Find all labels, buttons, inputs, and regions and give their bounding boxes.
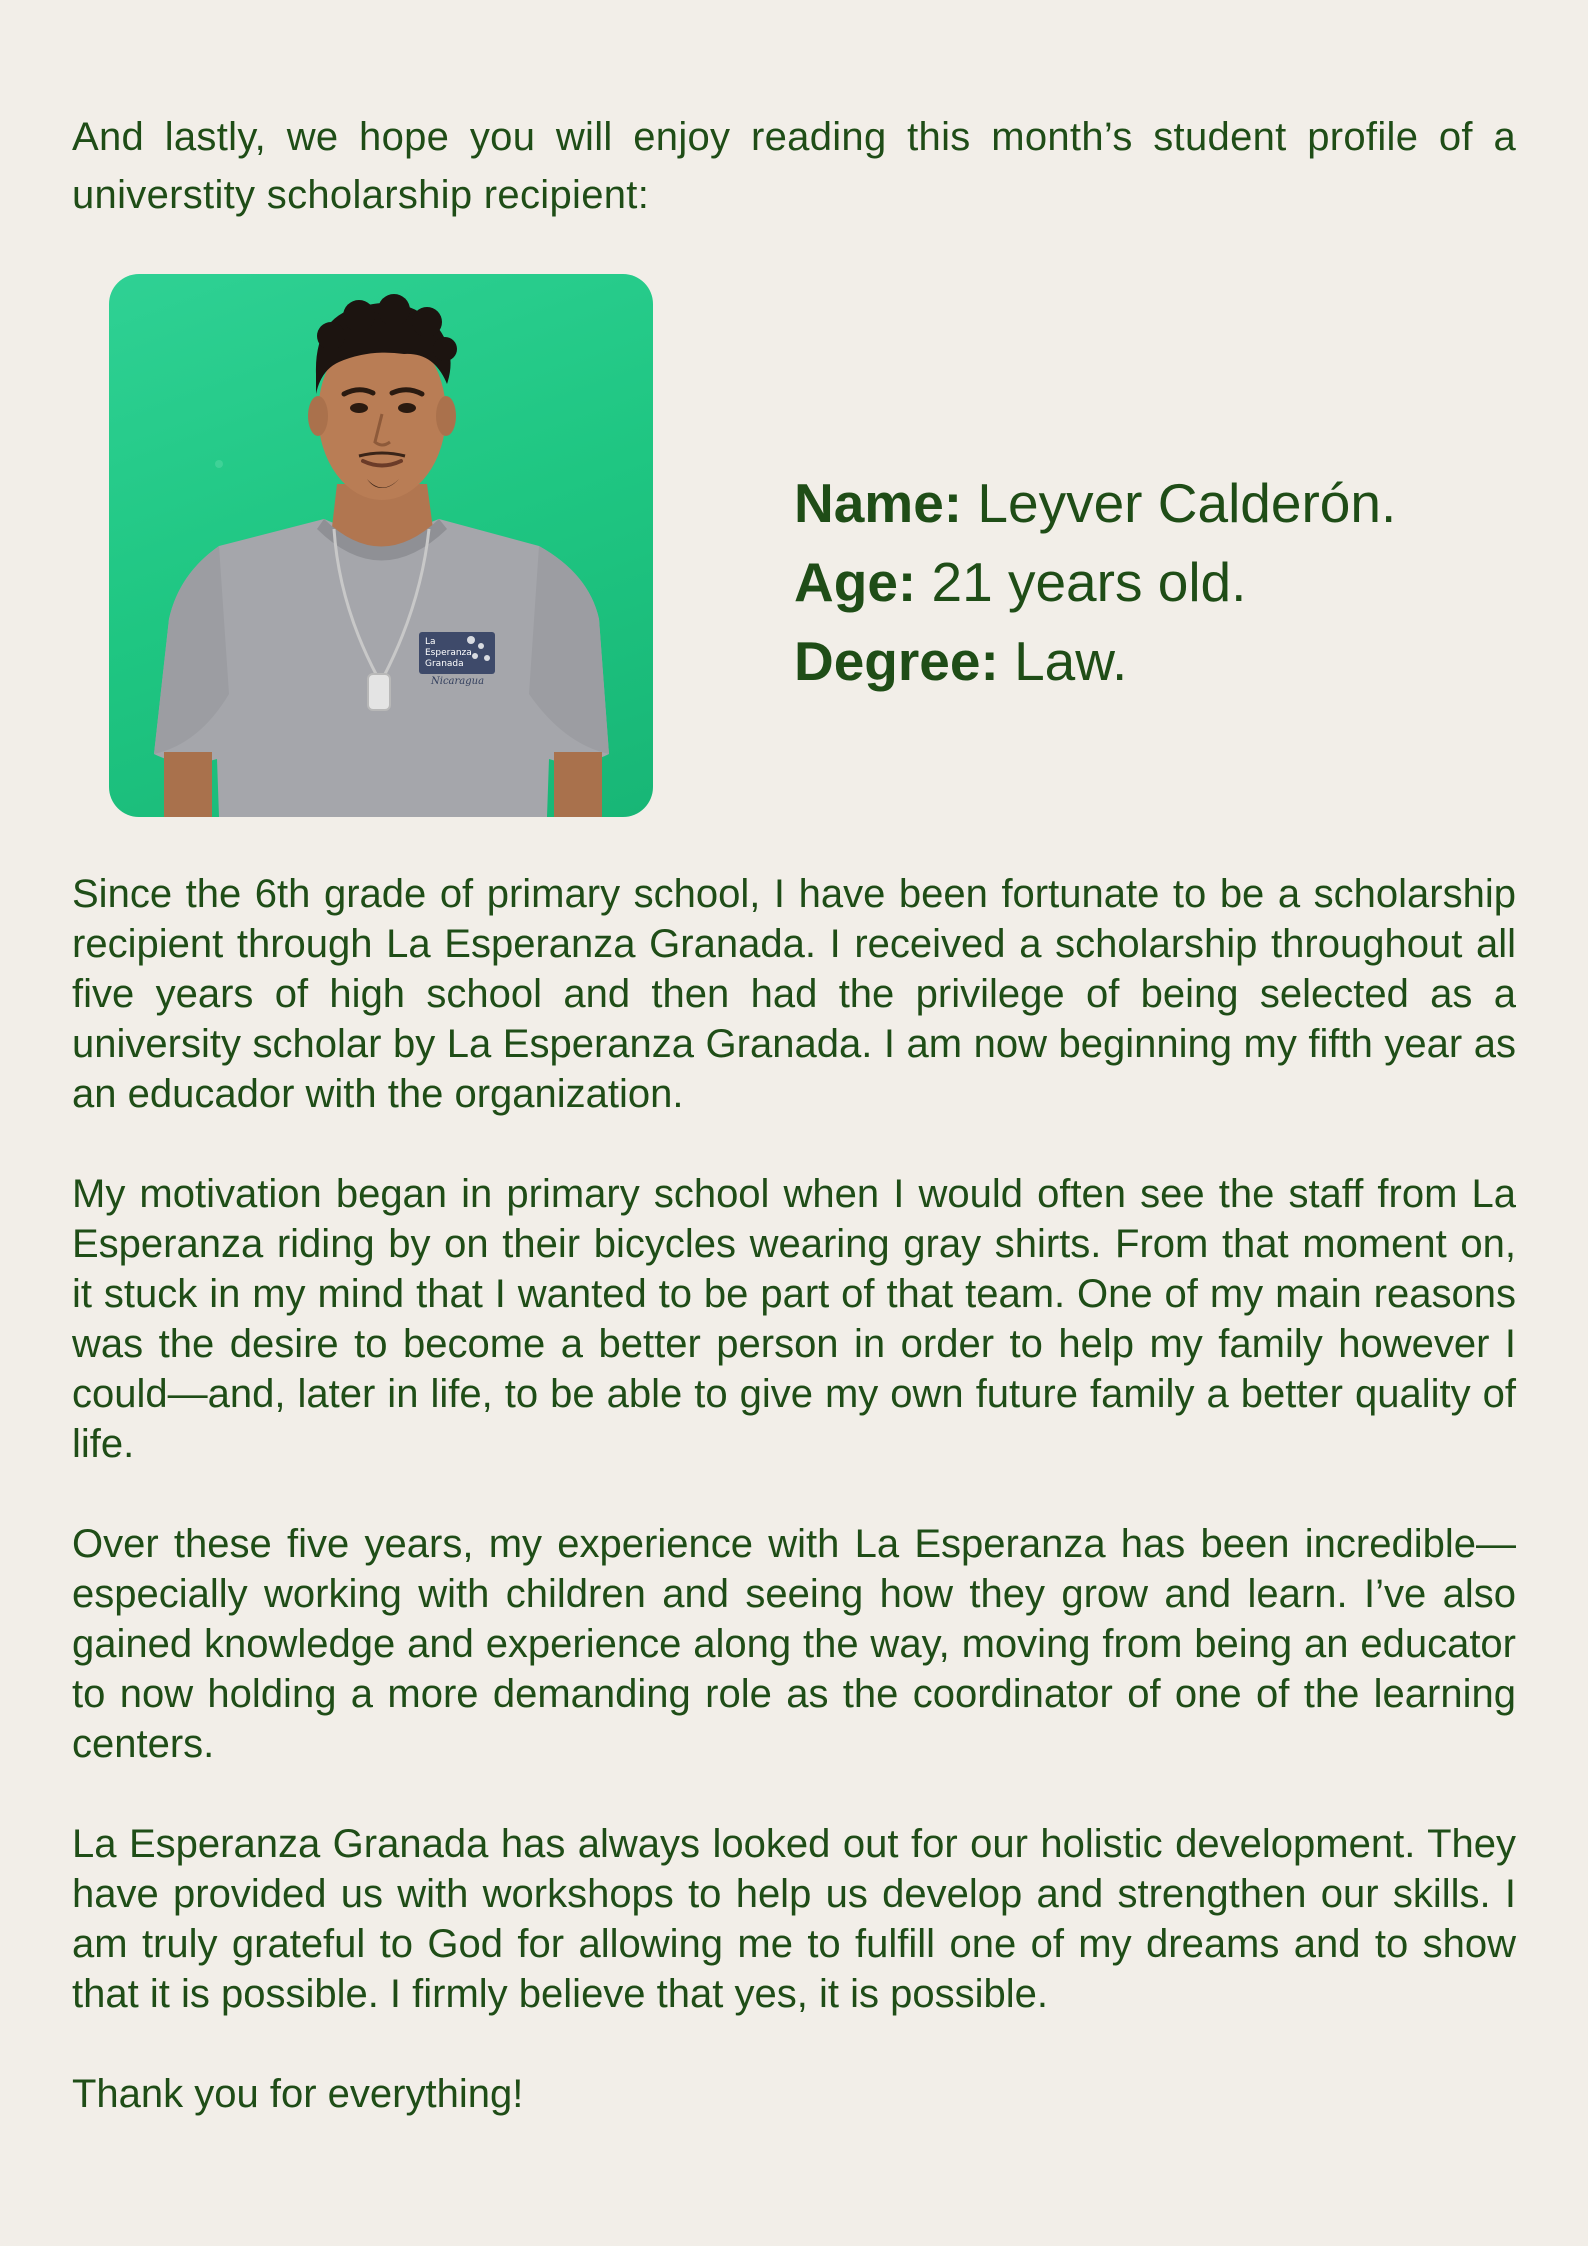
- closing-line: Thank you for everything!: [72, 2072, 524, 2116]
- body-paragraph-3: Over these five years, my experience with La Esperanza has been incredible—especially working with children and seeing how they grow and learn. I’ve also gained knowledge and experience along the way, moving from being an educator to now holding a more demanding role as the coordinator of one of the learning centers.: [72, 1522, 1516, 1766]
- body-paragraph-2: My motivation began in primary school when I would often see the staff from La Esperanza riding by on their bicycles wearing gray shirts. From that moment on, it stuck in my mind that I wanted to be part of that team. One of my main reasons was the desire to become a better person in order to help my family however I could—and, later in life, to be able to give my own future family a better quality of life.: [72, 1172, 1516, 1466]
- degree-label: Degree:: [794, 630, 999, 692]
- shirt-logo-subtext: Nicaragua: [431, 676, 485, 687]
- intro-paragraph: And lastly, we hope you will enjoy reading this month’s student profile of a universtity scholarship recipient:: [72, 115, 1516, 217]
- name-label: Name:: [794, 472, 963, 534]
- name-value: Leyver Calderón.: [962, 472, 1397, 534]
- age-line: [794, 543, 1396, 622]
- student-photo: [109, 274, 653, 817]
- body-paragraph-4: La Esperanza Granada has always looked out for our holistic development. They have provided us with workshops to help us develop and strengthen our skills. I am truly grateful to God for allowing me to fulfill one of my dreams and to show that it is possible. I firmly believe that yes, it is possible.: [72, 1822, 1516, 2016]
- age-label: Age:: [794, 551, 917, 613]
- body-paragraph-1: Since the 6th grade of primary school, I have been fortunate to be a scholarship recipient through La Esperanza Granada. I received a scholarship throughout all five years of high school and then had the privilege of being selected as a university scholar by La Esperanza Granada. I am now beginning my fifth year as an educador with the organization.: [72, 872, 1516, 1116]
- degree-value: Law.: [998, 630, 1128, 692]
- name-line: [794, 464, 1396, 543]
- student-facts: [794, 464, 1396, 701]
- shirt-logo-text-3: Granada: [425, 659, 464, 669]
- student-portrait-image: [109, 274, 653, 817]
- age-value: 21 years old.: [916, 551, 1247, 613]
- shirt-logo-text-1: La: [425, 637, 436, 647]
- degree-line: [794, 622, 1396, 701]
- shirt-logo-text-2: Esperanza: [425, 648, 472, 658]
- student-profile: [72, 274, 1516, 869]
- newsletter-page: [72, 108, 1516, 2169]
